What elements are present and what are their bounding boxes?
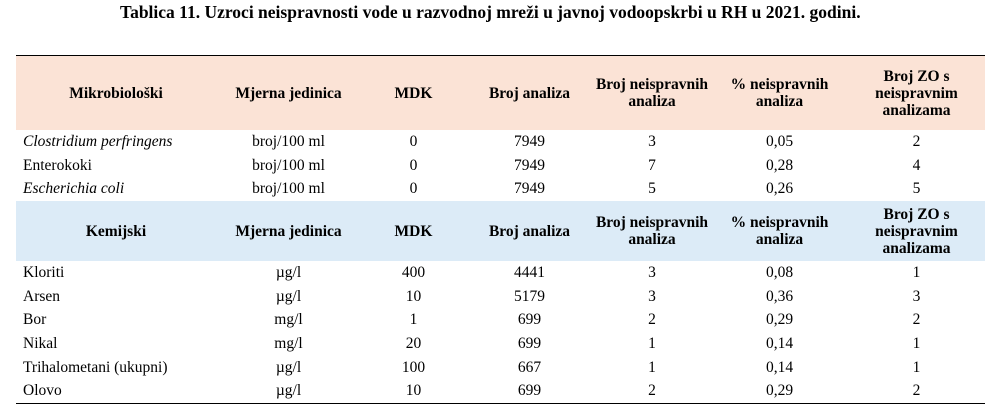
header-cell: MDK	[361, 201, 466, 261]
table-cell: 3	[648, 287, 656, 305]
header-cell: MDK	[361, 56, 466, 131]
table-cell: 0,08	[765, 263, 794, 281]
table-cell: 2	[648, 311, 656, 329]
table-row	[16, 154, 985, 178]
table-cell: Olovo	[16, 380, 216, 404]
table-cell: Arsen	[23, 287, 61, 305]
table-cell: Escherichia coli	[23, 180, 125, 198]
header-cell: % neispravnih analiza	[711, 201, 848, 261]
header-cell: Kemijski	[16, 201, 216, 261]
table-cell: 0,05	[765, 132, 794, 150]
table-cell: 699	[466, 380, 593, 404]
table-cell: 7949	[514, 180, 545, 198]
table-cell: Enterokoki	[23, 156, 92, 174]
table-cell: 4	[912, 156, 921, 174]
header-cell: Broj neispravnih analiza	[593, 201, 711, 261]
table-cell: 2	[593, 380, 711, 404]
table-cell: µg/l	[216, 380, 361, 404]
table-row	[16, 130, 985, 154]
water-defects-table	[16, 55, 985, 404]
table-row	[16, 380, 985, 404]
table-cell: 699	[517, 311, 542, 329]
chemical-header-row	[16, 201, 985, 261]
table-cell: 3	[648, 132, 656, 150]
table-cell: 667	[517, 358, 542, 376]
table-cell: 7949	[514, 132, 545, 150]
table-cell: µg/l	[275, 287, 302, 305]
table-cell: 5	[648, 180, 656, 198]
table-cell: 3	[648, 263, 656, 281]
table-cell: 0,36	[765, 287, 794, 305]
header-cell: Broj analiza	[466, 56, 593, 131]
table-cell: 3	[912, 287, 921, 305]
table-cell: 20	[405, 334, 422, 352]
table-cell: 2	[912, 132, 921, 150]
table-row	[16, 285, 985, 309]
table-cell: 0	[409, 180, 418, 198]
table-row	[16, 308, 985, 332]
table-cell: 1	[409, 311, 418, 329]
header-cell: Mikrobiološki	[16, 56, 216, 131]
header-cell: Broj analiza	[466, 201, 593, 261]
table-row	[16, 332, 985, 356]
table-cell: 4441	[514, 263, 545, 281]
table-cell: mg/l	[274, 311, 303, 329]
table-cell: 0,26	[765, 180, 794, 198]
table-cell: 7949	[514, 156, 545, 174]
table-cell: 1	[648, 358, 656, 376]
table-cell: 1	[912, 358, 921, 376]
table-cell: 100	[401, 358, 426, 376]
table-cell: 2	[912, 311, 921, 329]
table-cell: 1	[912, 263, 921, 281]
table-cell: Clostridium perfringens	[23, 132, 173, 150]
table-row	[16, 177, 985, 201]
table-cell: 400	[401, 263, 426, 281]
table-cell: 0,14	[765, 358, 794, 376]
table-cell: 7	[648, 156, 656, 174]
table-cell: Bor	[23, 311, 47, 329]
table-cell: 1	[648, 334, 656, 352]
microbiological-header-row	[16, 56, 985, 131]
table-title: Tablica 11. Uzroci neispravnosti vode u razvodnoj mreži u javnoj vodoopskrbi u RH u 2021. godini.	[120, 2, 861, 22]
table-cell: Kloriti	[23, 263, 65, 281]
table-cell: 0,29	[765, 311, 794, 329]
table-cell: 0,29	[711, 380, 848, 404]
table-cell: broj/100 ml	[252, 156, 325, 174]
header-cell: Mjerna jedinica	[216, 56, 361, 131]
header-cell: % neispravnih analiza	[711, 56, 848, 131]
table-cell: 0,28	[765, 156, 794, 174]
table-cell: 0	[409, 132, 418, 150]
table-cell: 0,14	[765, 334, 794, 352]
table-cell: 1	[912, 334, 921, 352]
table-cell: µg/l	[275, 263, 302, 281]
header-cell: Mjerna jedinica	[216, 201, 361, 261]
table-cell: mg/l	[274, 334, 303, 352]
table-cell: 10	[405, 287, 422, 305]
header-cell: Broj ZO s neispravnim analizama	[848, 56, 985, 131]
table-cell: Trihalometani (ukupni)	[23, 358, 168, 376]
header-cell: Broj ZO s neispravnim analizama	[848, 201, 985, 261]
table-cell: 10	[361, 380, 466, 404]
table-cell: 0	[409, 156, 418, 174]
header-cell: Broj neispravnih analiza	[593, 56, 711, 131]
table-cell: 5179	[514, 287, 545, 305]
table-cell: 2	[848, 380, 985, 404]
table-cell: 699	[517, 334, 542, 352]
table-cell: broj/100 ml	[252, 180, 325, 198]
table-cell: µg/l	[275, 358, 302, 376]
table-cell: Nikal	[23, 334, 58, 352]
table-row	[16, 261, 985, 285]
table-cell: broj/100 ml	[252, 132, 325, 150]
table-row	[16, 356, 985, 380]
table-cell: 5	[912, 180, 921, 198]
